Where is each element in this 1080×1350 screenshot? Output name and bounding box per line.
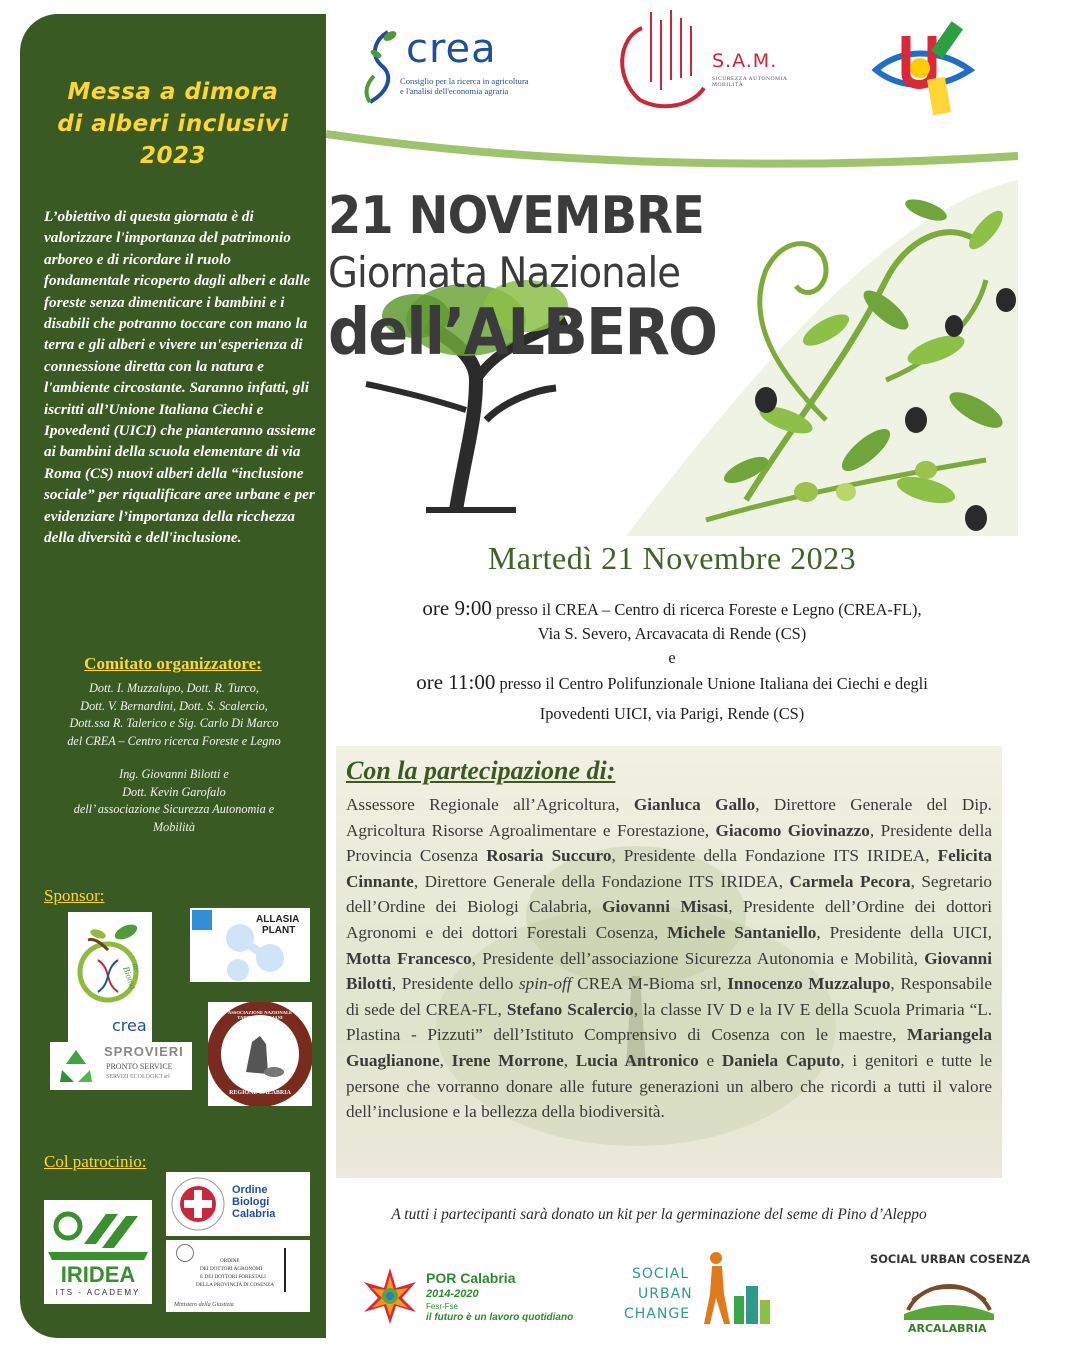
urban-word: URBAN [638, 1286, 693, 1302]
participation-text-segment: , Direttore Generale della Fondazione ITS IRIDEA, [413, 871, 790, 891]
participant-name: Stefano Scalercio [506, 999, 634, 1019]
participation-text-segment: , [439, 1050, 452, 1070]
schedule-first-hour: ore 9:00 [422, 596, 492, 620]
committee-line: Ing. Giovanni Bilotti e [119, 767, 229, 781]
biologi-text-1: Ordine [232, 1184, 268, 1196]
mbioma-logo [68, 912, 152, 1044]
allasia-plant-logo [190, 908, 310, 982]
participation-title: Con la partecipazione di: [346, 756, 616, 785]
participation-text-segment: spin-off [518, 974, 572, 994]
allasia-text-1: ALLASIA [256, 914, 300, 925]
por-motto: il futuro è un lavoro quotidiano [426, 1312, 574, 1323]
participant-name: Daniela Caputo [721, 1050, 841, 1070]
af-mark-icon [284, 1248, 304, 1292]
participant-name: Lucia Antronico [575, 1050, 699, 1070]
sidebar-panel [20, 14, 326, 1338]
agronomi-ministry: Ministero della Giustizia [174, 1302, 234, 1308]
sprovieri-text-3: SERVIZI ECOLOGICI srl [106, 1074, 170, 1080]
participant-name: Carmela Pecora [789, 871, 911, 891]
schedule-first-address: Via S. Severo, Arcavacata di Rende (CS) [537, 624, 807, 643]
committee-line: Dott.ssa R. Talerico e Sig. Carlo Di Marco [69, 716, 279, 731]
participant-name: Innocenzo Muzzalupo [727, 974, 891, 994]
gift-note: A tutti i partecipanti sarà donato un kit per la germinazione del seme di Pino d’Aleppo [391, 1206, 927, 1223]
por-fund: Fesr-Fse [426, 1302, 458, 1311]
participation-text-segment: , Segretario dell’Ordine dei Biologi Calabria, [346, 871, 992, 917]
participant-name: Felicita Cinnante [346, 846, 993, 891]
sprovieri-text-1: SPROVIERI [104, 1044, 184, 1059]
participation-text-segment: , Presidente dell’associazione Sicurezza Autonomia e Mobilità, [471, 948, 925, 968]
participation-text-segment: , Presidente della Fondazione ITS IRIDEA, [611, 846, 938, 866]
por-title: POR Calabria [426, 1270, 516, 1286]
sam-logo [612, 8, 802, 112]
participant-name: Irene Morrone [451, 1050, 564, 1070]
participation-text-segment: , [563, 1050, 576, 1070]
sidebar-title [20, 76, 326, 172]
allasia-text-2: PLANT [262, 925, 296, 936]
committee-crea [34, 680, 314, 750]
sprovieri-text-2: PRONTO SERVICE [106, 1062, 173, 1071]
tartufai-logo [208, 1002, 312, 1106]
banner-subtitle-line: Giornata Nazionale [328, 248, 681, 297]
schedule-second-line [326, 670, 1018, 695]
sidebar-title-line: Messa a dimora [67, 79, 279, 105]
participation-text-segment: Assessore Regionale all’Agricoltura, [346, 795, 634, 814]
participant-name: Mariangela Guaglianone [346, 1025, 992, 1070]
participation-text-segment: , Presidente della UICI, [816, 922, 992, 942]
participant-name: Rosaria Succuro [486, 846, 612, 866]
agronomi-text-2: DEI DOTTORI AGRONOMI [200, 1266, 263, 1272]
mbioma-arc-text: m-Bioma [121, 961, 144, 991]
crea-subtitle [400, 76, 529, 96]
social-urban-cosenza-logo [864, 1250, 1040, 1342]
agronomi-text-4: DELLA PROVINCIA DI COSENZA [196, 1282, 274, 1288]
participation-text-segment: , Presidente dell’Ordine dei dottori Agronomi e dei dottori Forestali Cosenza, [346, 897, 993, 942]
crea-subtitle-line: e l'analisi dell'economia agraria [400, 86, 509, 96]
committee-line: Dott. Kevin Garofalo [122, 784, 226, 799]
crea-logo [360, 26, 560, 106]
iridea-subtext: ITS - ACADEMY [55, 1288, 141, 1297]
sidebar-title-line: di alberi inclusivi [57, 111, 289, 137]
banner-title-line: dell’ALBERO [328, 296, 717, 370]
participant-name: Gianluca Gallo [633, 795, 756, 814]
participant-name: Giacomo Giovinazzo [715, 820, 870, 840]
schedule-first-line [326, 596, 1018, 621]
participation-text-segment: , Presidente dello [391, 974, 519, 994]
agronomi-seal-icon [176, 1244, 194, 1262]
participant-name: Motta Francesco [346, 948, 472, 968]
biologi-text-3: Calabria [232, 1208, 276, 1220]
change-word: CHANGE [624, 1306, 691, 1322]
banner-date-line: 21 NOVEMBRE [328, 186, 704, 246]
participation-text-segment: , Responsabile di sede del CREA-FL, [346, 974, 992, 1019]
sam-wordmark: S.A.M. [712, 50, 778, 72]
uici-logo [870, 18, 988, 118]
sidebar-title-line: 2023 [139, 143, 206, 169]
patronage-label: Col patrocinio: [44, 1152, 147, 1171]
sidebar-intro-text: L’obiettivo di questa giornata è di valorizzare l'importanza del patrimonio arboreo e di ricordare il ruolo fondamentale ricoperto dagli alberi e dalle foreste senza dimenticare i bambini e i disabili che potranno toccare con mano la terra e gli alberi e vivere un'esperienza di connessione diretta con la natura e l'ambiente circostante. Saranno infatti, gli iscritti all’Unione Italiana Ciechi e Ipovedenti (UICI) che pianteranno assieme ai bambini della scuola elementare di via Roma (CS) nuovi alberi della “inclusione sociale” per riqualificare aree urbane e per evidenziare l’importanza della ricchezza della diversità e dell'inclusione. [44, 208, 316, 547]
biologi-text-2: Biologi [232, 1196, 270, 1208]
committee-heading: Comitato organizzatore: [84, 654, 262, 673]
schedule-second-address: Ipovedenti UICI, via Parigi, Rende (CS) [539, 704, 805, 723]
committee-line: Dott. V. Bernardini, Dott. S. Scalercio, [80, 698, 268, 713]
iridea-text: IRIDEA [60, 1262, 136, 1287]
participant-name: Michele Santaniello [667, 922, 817, 942]
mbioma-crea-text: crea [112, 1016, 147, 1035]
participation-text [346, 792, 992, 1125]
participation-text-segment: , Direttore Generale del Dip. Agricoltura Risorse Agroalimentare e Forestazione, [346, 795, 992, 840]
tartufai-text-1: ASSOCIAZIONE NAZIONALE TARTUFAI ITALIANI [227, 1010, 293, 1020]
participation-text-segment: CREA M-Bioma srl, [571, 974, 728, 994]
participation-text-segment: e [698, 1050, 722, 1070]
committee-line: Dott. I. Muzzalupo, Dott. R. Turco, [89, 681, 259, 695]
sponsor-label: Sponsor: [44, 886, 105, 905]
agronomi-text-3: E DEI DOTTORI FORESTALI [200, 1274, 266, 1280]
ordine-biologi-logo [166, 1172, 310, 1236]
walking-figure-icon [700, 1250, 780, 1328]
por-calabria-logo [360, 1266, 580, 1330]
crea-subtitle-line: Consiglio per la ricerca in agricoltura [400, 76, 529, 86]
schedule-first-place: presso il CREA – Centro di ricerca Foreste e Legno (CREA-FL), [495, 600, 922, 619]
agronomi-text-1: ORDINE [220, 1258, 240, 1264]
committee-line: del CREA – Centro ricerca Foreste e Legno [67, 733, 281, 748]
event-banner [326, 120, 1018, 536]
committee-sam [34, 766, 314, 836]
tartufai-text-2: REGIONE CALABRIA [229, 1090, 291, 1096]
arcalabria-word: ARCALABRIA [908, 1322, 987, 1335]
event-date-heading: Martedì 21 Novembre 2023 [487, 540, 857, 576]
schedule-second-place: presso il Centro Polifunzionale Unione Italiana dei Ciechi e degli [499, 674, 928, 693]
sprovieri-logo [50, 1042, 192, 1090]
sam-subtitle: SICUREZZA AUTONOMIA MOBILITÀ [712, 76, 788, 88]
iridea-logo [44, 1200, 152, 1304]
crea-wordmark: crea [406, 26, 497, 72]
schedule-conjunction: e [668, 648, 676, 667]
por-years: 2014-2020 [426, 1288, 479, 1300]
committee-line: Mobilità [153, 819, 195, 834]
bridge-icon [904, 1270, 994, 1320]
participation-text-segment: , la classe IV D e la IV E della Scuola Primaria “L. Plastina - Pizzuti” dell’Istituto Comprensivo di Cosenza con le maestre, [346, 999, 993, 1045]
social-urban-change-logo [622, 1250, 782, 1330]
schedule-second-hour: ore 11:00 [416, 670, 496, 694]
participation-panel [336, 746, 1002, 1178]
suc-title: SOCIAL URBAN COSENZA [870, 1252, 1031, 1266]
social-word: SOCIAL [632, 1266, 690, 1282]
ordine-agronomi-logo [166, 1240, 310, 1312]
participant-name: Giovanni Bilotti [346, 948, 993, 994]
participation-text-segment: , Presidente della Provincia Cosenza [346, 820, 993, 866]
committee-line: dell’ associazione Sicurezza Autonomia e [73, 802, 275, 817]
participant-name: Giovanni Misasi [602, 897, 729, 917]
participation-text-segment: , i genitori e tutte le persone che vorranno donare alle future generazioni un albero che ricordi a tutti il valore dell’inclusione e la bellezza della biodiversità. [346, 1050, 993, 1122]
